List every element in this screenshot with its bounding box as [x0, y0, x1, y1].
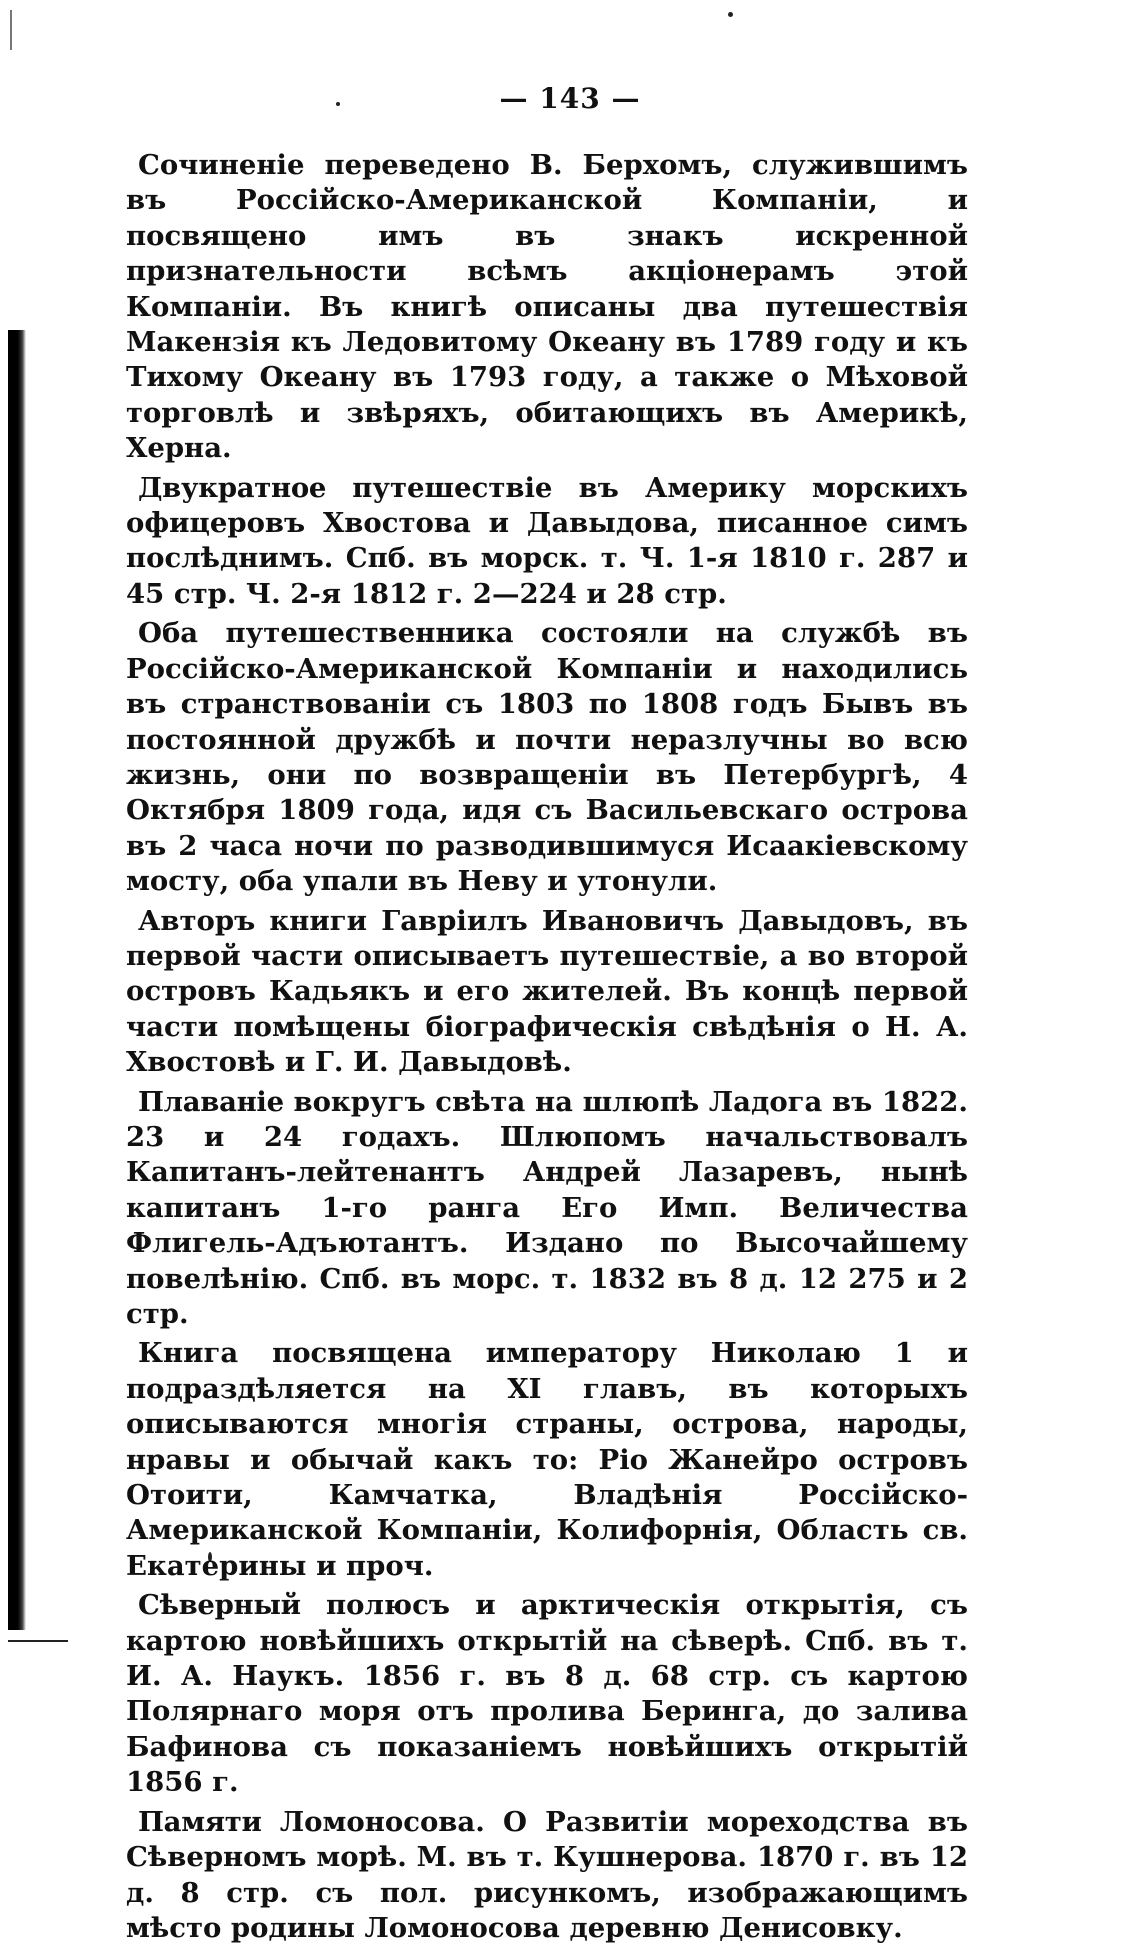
- paragraph-lead: Памяти: [138, 1805, 262, 1838]
- scan-speck: [728, 12, 733, 17]
- paragraph-plavanie: [126, 1085, 968, 1333]
- paragraph-lead: Плаваніе: [138, 1085, 284, 1118]
- paragraph-dvukratnoe: [126, 471, 968, 613]
- paragraph-lead: Двукратное: [138, 471, 327, 504]
- paragraph-mackenzie-note: [126, 148, 968, 467]
- paragraph-text: Авторъ книги Гавріилъ Ивановичъ Давыдовъ, въ первой части описываетъ путешествіе, а во второй островъ Кадьякъ и его жителей. Въ концѣ первой части помѣщены біографическія свѣдѣнія о Н. А. Хвостовѣ и Г. И. Давыдовѣ.: [126, 904, 968, 1079]
- paragraph-text: Сочиненіе переведено В. Берхомъ, служившимъ въ Россійско-Американской Компаніи, и посвящено имъ въ знакъ искренной признательности всѣмъ акціонерамъ этой Компаніи. Въ книгѣ описаны два путешествія Макензія къ Ледовитому Океану въ 1789 году и къ Тихому Океану въ 1793 году, а также о Мѣховой торговлѣ и звѣряхъ, обитающихъ въ Америкѣ, Херна.: [126, 149, 968, 465]
- paragraph-text: полюсъ и арктическія открытія, съ картою новѣйшихъ открытій на сѣверѣ. Спб. въ т. И. А. Наукъ. 1856 г. въ 8 д. 68 стр. съ картою Полярнаго моря отъ пролива Беринга, до залива Бафинова съ показаніемъ новѣйшихъ открытій 1856 г.: [126, 1589, 968, 1799]
- paragraph-text: Оба путешественника состояли на службѣ въ Россійско-Американской Компаніи и находились въ странствованіи съ 1803 по 1808 годъ Бывъ въ постоянной дружбѣ и почти неразлучны во всю жизнь, они по возвращеніи въ Петербургѣ, 4 Октября 1809 года, идя съ Васильевскаго острова въ 2 часа ночи по разводившимуся Исаакіевскому мосту, оба упали въ Неву и утонули.: [126, 617, 968, 898]
- paragraph-travellers-note: [126, 616, 968, 899]
- scan-edge-top: [10, 10, 12, 50]
- paragraph-dedication-note: [126, 1336, 968, 1584]
- paragraph-severny: [126, 1588, 968, 1800]
- paragraph-author-note: [126, 904, 968, 1081]
- page-body: [126, 148, 968, 1948]
- page-number: — 143 —: [499, 82, 641, 115]
- paragraph-text: вокругъ свѣта на шлюпѣ Ладога въ 1822. 23 и 24 годахъ. Шлюпомъ начальствовалъ Капитанъ-лейтенантъ Андрей Лазаревъ, нынѣ капитанъ 1-го ранга Его Имп. Величества Флигель-Адъютантъ. Издано по Высочайшему повелѣнію. Спб. въ морс. т. 1832 въ 8 д. 12 275 и 2 стр.: [126, 1085, 968, 1330]
- scan-binding-shadow: [8, 330, 26, 1630]
- paragraph-text: Книга посвящена императору Николаю 1 и подраздѣляется на XI главъ, въ которыхъ описываются многія страны, острова, народы, нравы и обычай какъ то: Ріо Жанейро островъ Отоити, Камчатка, Владѣнія Россійско-Американской Компаніи, Колифорнія, Область св. Екатерины и проч.: [126, 1337, 968, 1582]
- paragraph-pamyati: [126, 1805, 968, 1947]
- paragraph-lead: Сѣверный: [138, 1589, 301, 1622]
- scan-bottom-rule: [8, 1640, 68, 1642]
- paragraph-text: путешествіе въ Америку морскихъ офицеровъ Хвостова и Давыдова, писанное симъ послѣднимъ. Спб. въ морск. т. Ч. 1-я 1810 г. 287 и 45 стр. Ч. 2-я 1812 г. 2—224 и 28 стр.: [126, 471, 968, 610]
- paragraph-text: Ломоносова. О Развитіи мореходства въ Сѣверномъ морѣ. М. въ т. Кушнерова. 1870 г. въ 12 д. 8 стр. съ пол. рисункомъ, изображающимъ мѣсто родины Ломоносова деревню Денисовку.: [126, 1805, 968, 1944]
